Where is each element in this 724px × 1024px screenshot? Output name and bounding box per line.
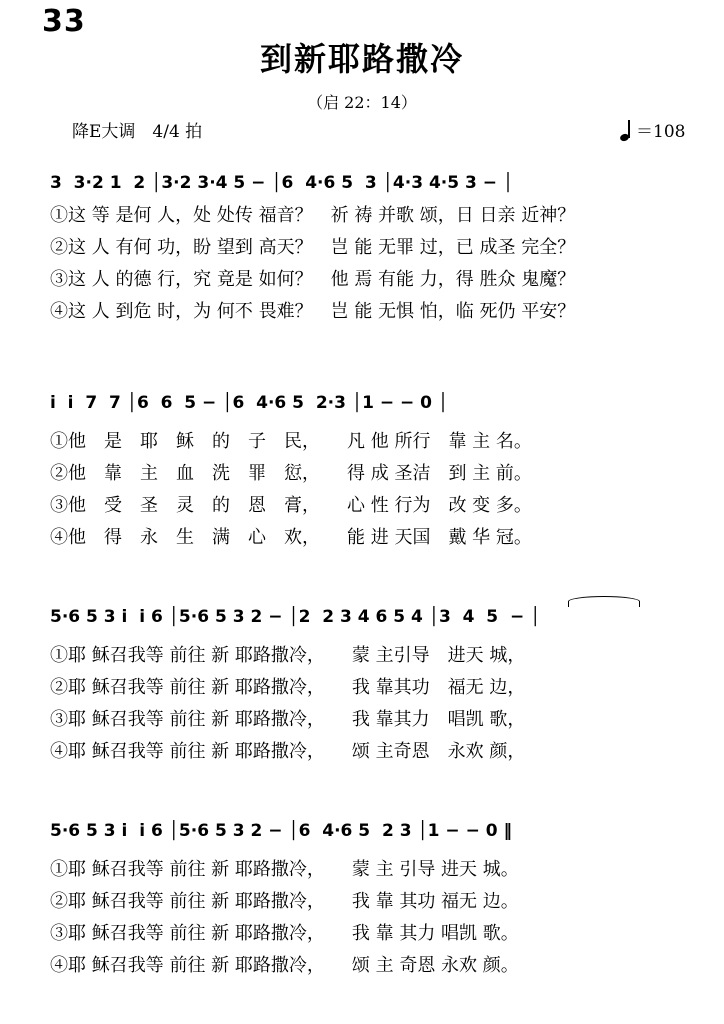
lyric-verse-4: ④耶 稣召我等 前往 新 耶路撒冷， 颂 主 奇恩 永欢 颜。 [50, 955, 519, 976]
score-section-4 [50, 816, 690, 982]
key-time-signature: 降E大调 4/4 拍 [72, 122, 203, 142]
score-section-2 [50, 388, 690, 554]
notation-line: i i 7 7 │6 6 5 − │6 4·6 5 2·3 │1 − − 0 │ [50, 393, 449, 413]
score-section-1 [50, 168, 690, 328]
tempo-marking [618, 117, 685, 142]
notation-line: 5·6 5 3 i i 6 │5·6 5 3 2 − │6 4·6 5 2 3 │1 − − 0 ‖ [50, 821, 513, 841]
lyric-verse-2: ②耶 稣召我等 前往 新 耶路撒冷， 我 靠其功 福无 边， [50, 677, 526, 698]
lyric-verse-4: ④他 得 永 生 满 心 欢， 能 进 天国 戴 华 冠。 [50, 527, 532, 548]
page-title: 到新耶路撒冷 [259, 40, 464, 78]
slur-mark [568, 596, 640, 607]
lyric-verse-3: ③耶 稣召我等 前往 新 耶路撒冷， 我 靠 其力 唱凯 歌。 [50, 923, 519, 944]
lyric-verse-1: ①耶 稣召我等 前往 新 耶路撒冷， 蒙 主 引导 进天 城。 [50, 859, 519, 880]
lyric-verse-3: ③耶 稣召我等 前往 新 耶路撒冷， 我 靠其力 唱凯 歌， [50, 709, 526, 730]
lyric-verse-4: ④这 人 到危 时，为 何不 畏难？ 岂 能 无惧 怕，临 死仍 平安？ [50, 301, 576, 322]
lyric-verse-1: ①他 是 耶 稣 的 子 民， 凡 他 所行 靠 主 名。 [50, 431, 532, 452]
score-section-3 [50, 602, 690, 768]
lyric-verse-1: ①这 等 是何 人，处 处传 福音？ 祈 祷 并歌 颂，日 日亲 近神？ [50, 205, 576, 226]
notation-line: 3 3·2 1 2 │3·2 3·4 5 − │6 4·6 5 3 │4·3 4·5 3 − │ [50, 173, 514, 193]
lyric-verse-2: ②耶 稣召我等 前往 新 耶路撒冷， 我 靠 其功 福无 边。 [50, 891, 519, 912]
lyric-verse-3: ③他 受 圣 灵 的 恩 膏， 心 性 行为 改 变 多。 [50, 495, 532, 516]
notation-line: 5·6 5 3 i i 6 │5·6 5 3 2 − │2 2 3 4 6 5 4 │3 4 5 − │ [50, 607, 541, 627]
hymn-number: 33 [42, 4, 86, 39]
lyric-verse-4: ④耶 稣召我等 前往 新 耶路撒冷， 颂 主奇恩 永欢 颜， [50, 741, 526, 762]
lyric-verse-2: ②这 人 有何 功，盼 望到 高天？ 岂 能 无罪 过，已 成圣 完全？ [50, 237, 576, 258]
tempo-value: ＝108 [636, 122, 686, 142]
lyric-verse-3: ③这 人 的德 行，究 竟是 如何？ 他 焉 有能 力，得 胜众 鬼魔？ [50, 269, 576, 290]
lyric-verse-2: ②他 靠 主 血 洗 罪 愆， 得 成 圣洁 到 主 前。 [50, 463, 532, 484]
quarter-note-icon [618, 120, 634, 142]
lyric-verse-1: ①耶 稣召我等 前往 新 耶路撒冷， 蒙 主引导 进天 城， [50, 645, 526, 666]
scripture-reference: （启 22：14） [307, 93, 417, 112]
